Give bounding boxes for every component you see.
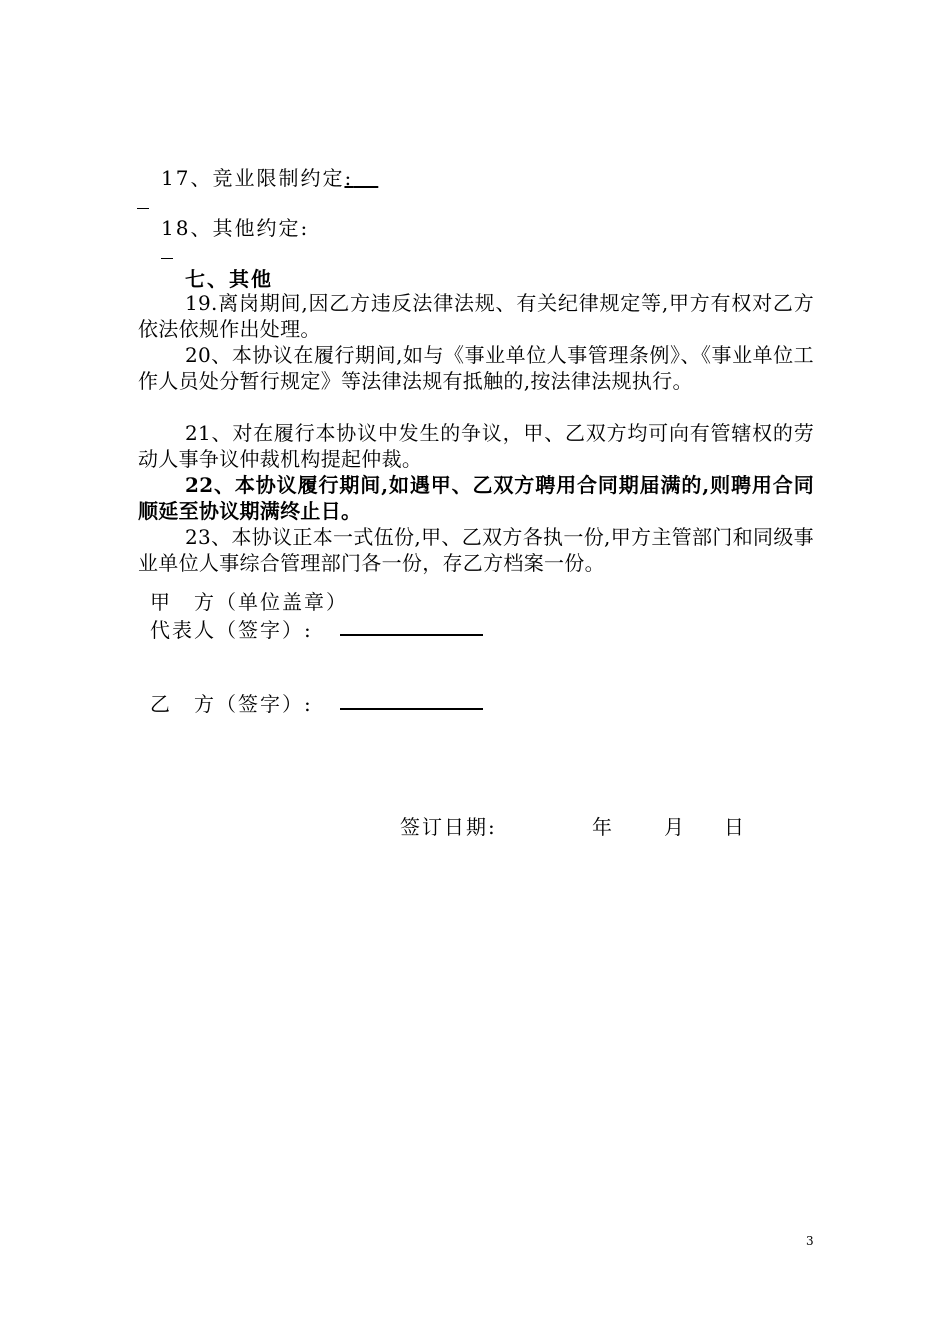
paragraph-23: 23、本协议正本一式伍份,甲、乙双方各执一份,甲方主管部门和同级事业单位人事综合管理部门各一份，存乙方档案一份。 bbox=[138, 525, 814, 575]
dash-mark bbox=[161, 258, 173, 259]
dash-mark bbox=[137, 208, 149, 209]
party-b-signature-line[interactable] bbox=[340, 708, 483, 710]
date-label: 签订日期: bbox=[400, 815, 497, 839]
party-a-label: 甲 方（单位盖章） bbox=[150, 590, 348, 614]
date-day: 日 bbox=[724, 815, 746, 839]
paragraph-22: 22、本协议履行期间,如遇甲、乙双方聘用合同期届满的,则聘用合同顺延至协议期满终止日。 bbox=[138, 473, 814, 523]
paragraph-19: 19.离岗期间,因乙方违反法律法规、有关纪律规定等,甲方有权对乙方依法依规作出处理。 bbox=[138, 291, 814, 341]
date-month: 月 bbox=[664, 815, 686, 839]
clause-17-blank: : bbox=[344, 166, 354, 190]
paragraph-21: 21、对在履行本协议中发生的争议，甲、乙双方均可向有管辖权的劳动人事争议仲裁机构提起仲裁。 bbox=[138, 421, 814, 471]
clause-17-text: 17、竞业限制约定 bbox=[161, 166, 345, 190]
clause-17 bbox=[161, 162, 378, 191]
page-number: 3 bbox=[806, 1234, 814, 1248]
section-heading: 七、其他 bbox=[185, 267, 273, 291]
party-b-label: 乙 方（签字）: bbox=[150, 692, 313, 716]
representative-signature-line[interactable] bbox=[340, 634, 483, 636]
clause-18: 18、其他约定: bbox=[161, 216, 310, 240]
date-year: 年 bbox=[592, 815, 614, 839]
representative-label: 代表人（签字）: bbox=[150, 618, 313, 642]
paragraph-20: 20、本协议在履行期间,如与《事业单位人事管理条例》、《事业单位工作人员处分暂行规定》等法律法规有抵触的,按法律法规执行。 bbox=[138, 343, 814, 393]
